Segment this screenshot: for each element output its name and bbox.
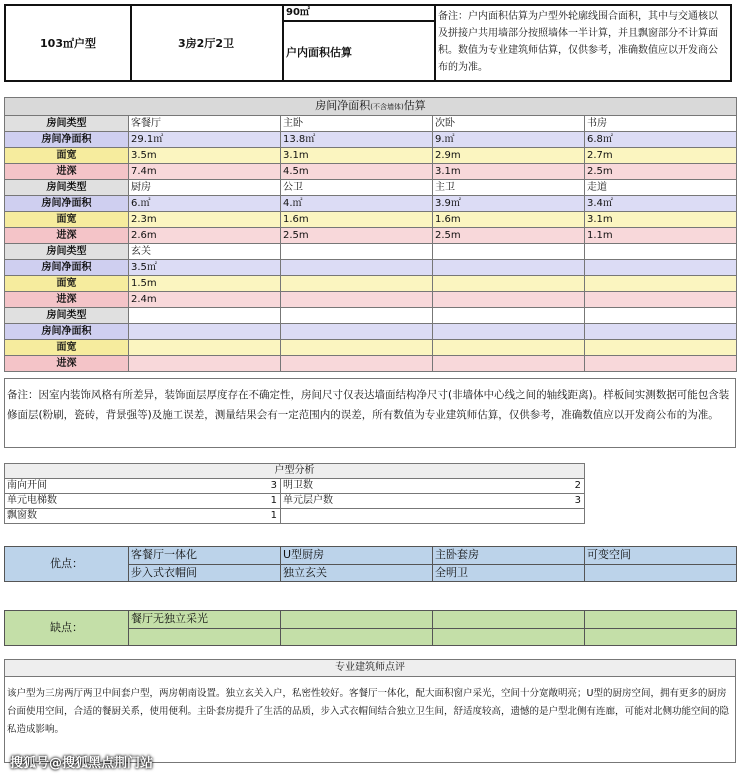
interior-area: 90㎡ xyxy=(282,6,434,22)
room-cell xyxy=(585,244,737,260)
room-depth-row xyxy=(5,164,737,180)
analysis-title: 户型分析 xyxy=(5,464,585,479)
room-cell: 2.6m xyxy=(129,228,281,244)
row-label: 房间类型 xyxy=(5,308,129,324)
room-cell: 2.5m xyxy=(433,228,585,244)
room-cell: 2.3m xyxy=(129,212,281,228)
room-width-row xyxy=(5,212,737,228)
room-cell xyxy=(433,260,585,276)
room-cell: 2.7m xyxy=(585,148,737,164)
analysis-table xyxy=(4,463,585,524)
watermark: 搜狐号@搜狐黑点荆门站 xyxy=(10,756,154,771)
room-cell xyxy=(281,324,433,340)
room-cell xyxy=(433,340,585,356)
row-label: 房间净面积 xyxy=(5,196,129,212)
row-label: 房间净面积 xyxy=(5,132,129,148)
room-cell xyxy=(433,308,585,324)
pros-item: 可变空间 xyxy=(585,547,737,565)
analysis-cell xyxy=(5,494,281,509)
room-type-row xyxy=(5,180,737,196)
room-cell: 厨房 xyxy=(129,180,281,196)
room-cell: 3.1m xyxy=(433,164,585,180)
room-cell xyxy=(281,260,433,276)
analysis-cell xyxy=(281,494,585,509)
room-cell xyxy=(281,292,433,308)
room-note: 备注：因室内装饰风格有所差异，装饰面层厚度存在不确定性，房间尺寸仅表达墙面结构净尺寸(非墙体中心线之间的轴线距离)。样板间实测数据可能包含装修面层(粉刷，瓷砖，背景强等)及施工误差，测量结果会有一定范围内的误差，所有数值为专业建筑师估算，仅供参考，准确数值应以开发商公布的为准。 xyxy=(4,378,736,448)
room-cell xyxy=(129,308,281,324)
row-label: 面宽 xyxy=(5,148,129,164)
room-cell: 1.1m xyxy=(585,228,737,244)
room-depth-row xyxy=(5,356,737,372)
layout-cell xyxy=(130,6,284,80)
room-cell xyxy=(433,292,585,308)
room-area-table xyxy=(4,97,737,372)
room-cell xyxy=(129,356,281,372)
row-label: 房间类型 xyxy=(5,180,129,196)
room-cell: 3.5m xyxy=(129,148,281,164)
room-cell xyxy=(585,292,737,308)
room-cell: 2.4m xyxy=(129,292,281,308)
analysis-cell xyxy=(281,509,585,524)
room-type-row xyxy=(5,244,737,260)
room-rows xyxy=(5,116,737,372)
room-type-row xyxy=(5,308,737,324)
pros-row xyxy=(5,547,737,565)
room-cell: 2.5m xyxy=(585,164,737,180)
room-cell: 3.9㎡ xyxy=(433,196,585,212)
pros-item: 独立玄关 xyxy=(281,564,433,582)
analysis-value: 1 xyxy=(270,510,277,521)
room-cell: 客餐厅 xyxy=(129,116,281,132)
row-label: 面宽 xyxy=(5,212,129,228)
room-cell: 走道 xyxy=(585,180,737,196)
room-area-row xyxy=(5,132,737,148)
cons-item xyxy=(433,611,585,629)
row-label: 进深 xyxy=(5,292,129,308)
room-cell: 书房 xyxy=(585,116,737,132)
room-area-row xyxy=(5,196,737,212)
room-cell xyxy=(585,276,737,292)
room-cell xyxy=(281,276,433,292)
room-cell: 6.㎡ xyxy=(129,196,281,212)
room-cell: 4.㎡ xyxy=(281,196,433,212)
pros-item: U型厨房 xyxy=(281,547,433,565)
analysis-cell xyxy=(5,479,281,494)
row-label: 进深 xyxy=(5,356,129,372)
room-cell: 1.6m xyxy=(433,212,585,228)
room-cell: 次卧 xyxy=(433,116,585,132)
review-box xyxy=(4,659,736,763)
review-text: 该户型为三房两厅两卫中间套户型，两房朝南设置。独立玄关入户，私密性较好。客餐厅一体化，配大面积窗户采光，空间十分宽敞明亮；U型的厨房空间，拥有更多的厨房台面使用空间，合适的餐厨关系，使用便利。主卧套房提升了生活的品质，步入式衣帽间结合独立卫生间，舒适度较高，遗憾的是户型北侧有连廊，可能对北侧功能空间的隐私造成影响。 xyxy=(7,688,730,735)
room-cell: 7.4m xyxy=(129,164,281,180)
room-cell xyxy=(585,356,737,372)
room-width-row xyxy=(5,148,737,164)
area-cell xyxy=(282,6,436,80)
room-cell xyxy=(433,244,585,260)
room-cell: 9.㎡ xyxy=(433,132,585,148)
cons-item xyxy=(129,628,281,646)
pros-table xyxy=(4,546,737,582)
room-cell xyxy=(585,324,737,340)
pros-item: 步入式衣帽间 xyxy=(129,564,281,582)
room-depth-row xyxy=(5,292,737,308)
analysis-label: 单元电梯数 xyxy=(7,495,57,506)
room-cell: 2.5m xyxy=(281,228,433,244)
room-area-row xyxy=(5,260,737,276)
room-cell: 主卧 xyxy=(281,116,433,132)
row-label: 房间类型 xyxy=(5,244,129,260)
pros-item: 客餐厅一体化 xyxy=(129,547,281,565)
pros-item: 主卧套房 xyxy=(433,547,585,565)
room-cell: 主卫 xyxy=(433,180,585,196)
room-section-title: 房间净面积(不含墙体)估算 xyxy=(5,98,737,116)
room-cell xyxy=(585,340,737,356)
pros-item xyxy=(585,564,737,582)
review-title: 专业建筑师点评 xyxy=(5,660,735,677)
room-cell: 3.1m xyxy=(585,212,737,228)
room-cell xyxy=(281,308,433,324)
unit-type: 103㎡户型 xyxy=(40,37,96,50)
room-cell xyxy=(281,356,433,372)
room-cell: 1.5m xyxy=(129,276,281,292)
cons-table xyxy=(4,610,737,646)
analysis-rows xyxy=(5,479,585,524)
room-cell: 4.5m xyxy=(281,164,433,180)
analysis-value: 1 xyxy=(270,495,277,506)
analysis-value: 3 xyxy=(270,480,277,491)
cons-row xyxy=(5,611,737,629)
row-label: 房间净面积 xyxy=(5,324,129,340)
room-cell: 3.4㎡ xyxy=(585,196,737,212)
room-depth-row xyxy=(5,228,737,244)
room-cell: 1.6m xyxy=(281,212,433,228)
room-type-row xyxy=(5,116,737,132)
room-cell xyxy=(129,324,281,340)
analysis-label: 明卫数 xyxy=(283,480,313,491)
cons-item xyxy=(433,628,585,646)
room-width-row xyxy=(5,340,737,356)
room-cell: 玄关 xyxy=(129,244,281,260)
analysis-label: 单元层户数 xyxy=(283,495,333,506)
room-cell xyxy=(585,260,737,276)
room-cell xyxy=(433,356,585,372)
room-cell: 2.9m xyxy=(433,148,585,164)
header-note: 备注：户内面积估算为户型外轮廓线围合面积，其中与交通核以及拼接户共用墙部分按照墙体一半计算，并且飘窗部分不计算面积。数值为专业建筑师估算，仅供参考，准确数值应以开发商公布的为准。 xyxy=(438,11,718,73)
room-cell: 29.1㎡ xyxy=(129,132,281,148)
row-label: 房间净面积 xyxy=(5,260,129,276)
cons-item xyxy=(585,611,737,629)
cons-item xyxy=(281,628,433,646)
layout: 3房2厅2卫 xyxy=(178,37,234,50)
room-cell xyxy=(281,340,433,356)
room-cell: 3.5㎡ xyxy=(129,260,281,276)
analysis-value: 3 xyxy=(574,495,581,506)
cons-item xyxy=(281,611,433,629)
room-cell: 3.1m xyxy=(281,148,433,164)
pros-label: 优点： xyxy=(5,547,129,582)
room-width-row xyxy=(5,276,737,292)
pros-item: 全明卫 xyxy=(433,564,585,582)
room-cell xyxy=(433,276,585,292)
room-cell: 6.8㎡ xyxy=(585,132,737,148)
row-label: 进深 xyxy=(5,228,129,244)
analysis-cell xyxy=(281,479,585,494)
analysis-row xyxy=(5,494,585,509)
cons-label: 缺点： xyxy=(5,611,129,646)
room-cell xyxy=(281,244,433,260)
cons-item xyxy=(585,628,737,646)
analysis-row xyxy=(5,509,585,524)
cons-item: 餐厅无独立采光 xyxy=(129,611,281,629)
row-label: 面宽 xyxy=(5,276,129,292)
room-cell: 13.8㎡ xyxy=(281,132,433,148)
room-cell xyxy=(433,324,585,340)
room-cell xyxy=(129,340,281,356)
analysis-label: 南向开间 xyxy=(7,480,47,491)
analysis-label: 飘窗数 xyxy=(7,510,37,521)
analysis-cell xyxy=(5,509,281,524)
row-label: 房间类型 xyxy=(5,116,129,132)
room-cell xyxy=(585,308,737,324)
analysis-value: 2 xyxy=(574,480,581,491)
analysis-row xyxy=(5,479,585,494)
room-area-row xyxy=(5,324,737,340)
row-label: 面宽 xyxy=(5,340,129,356)
unit-type-cell xyxy=(6,6,132,80)
room-cell: 公卫 xyxy=(281,180,433,196)
summary-header xyxy=(4,4,732,82)
estimate-label: 户内面积估算 xyxy=(286,46,352,59)
row-label: 进深 xyxy=(5,164,129,180)
